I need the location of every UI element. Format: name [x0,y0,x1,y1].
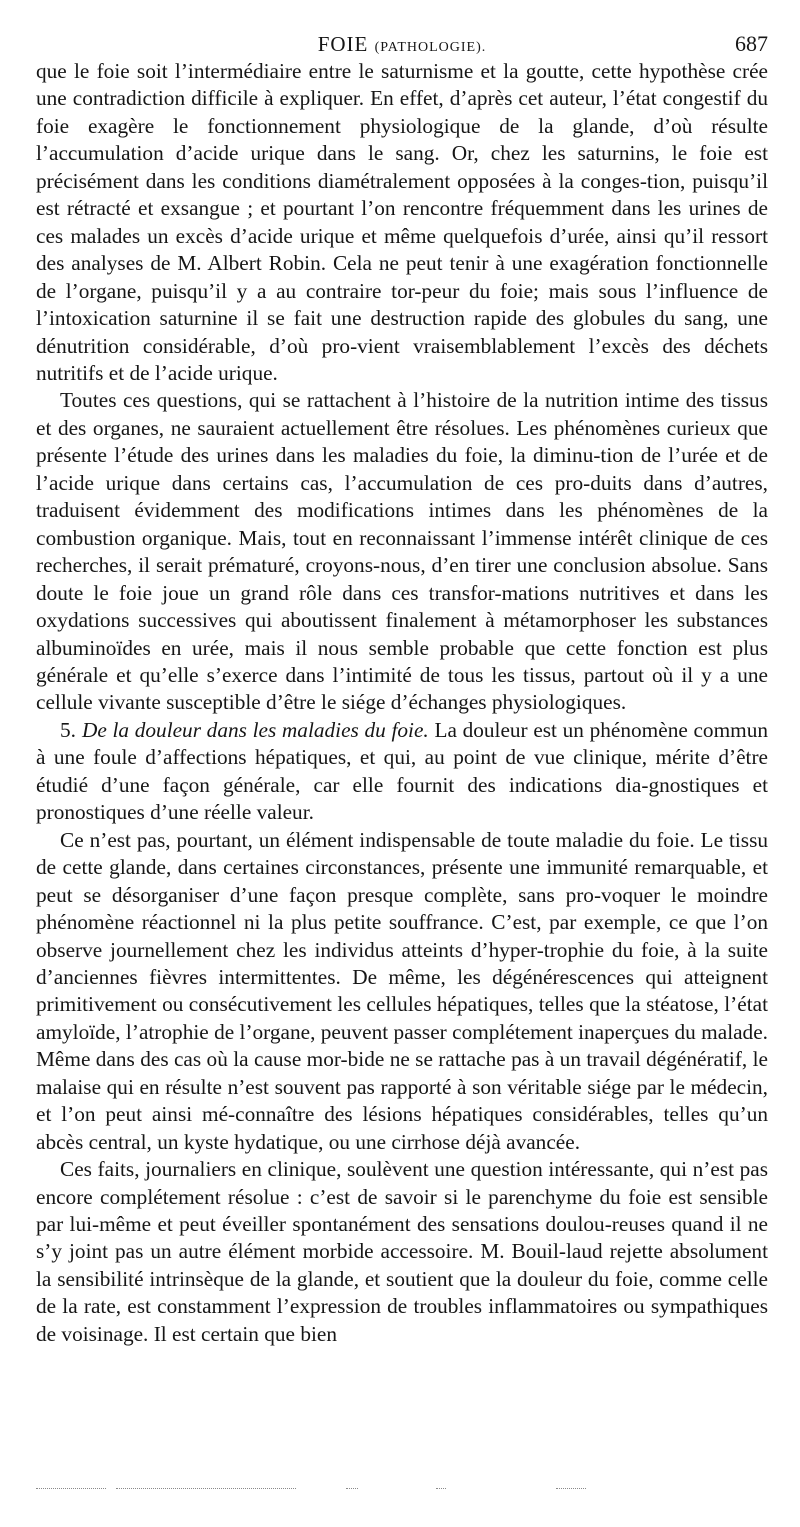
section-title: De la douleur dans les maladies du foie. [81,717,429,742]
paragraph-4: Ce n’est pas, pourtant, un élément indispensable de toute maladie du foie. Le tissu de cette glande, dans certaines circonstances, présente une immunité remarquable, et peut se désorganiser d’une façon presque complète, sans pro-voquer le moindre phénomène réactionnel ni la plus petite souffrance. C’est, par exemple, ce que l’on observe journellement chez les individus atteints d’hyper-trophie du foie, à la suite d’anciennes fièvres intermittentes. De même, les dégénérescences qui atteignent primitivement ou consécutivement les cellules hépatiques, telles que la stéatose, l’état amyloïde, l’atrophie de l’organe, peuvent passer complétement inaperçues du malade. Même dans des cas où la cause mor-bide ne se rattache pas à un travail dégénératif, le malaise qui en résulte n’est souvent pas rapporté à son véritable siége par le médecin, et l’on peut ainsi mé-connaître des lésions hépatiques considérables, telles qu’un abcès central, un kyste hydatique, ou une cirrhose déjà avancée. [36,827,768,1154]
footer-dots-5 [556,1488,586,1490]
paragraph-1: que le foie soit l’intermédiaire entre le saturnisme et la goutte, cette hypothèse crée une contradiction difficile à expliquer. En effet, d’après cet auteur, l’état congestif du foie exagère le fonctionnement physiologique de la glande, d’où résulte l’accumulation d’acide urique dans le sang. Or, chez les saturnins, le foie est précisément dans les conditions diamétralement opposées à la conges-tion, puisqu’il est rétracté et exsangue ; et pourtant l’on rencontre fréquemment dans les urines de ces malades un excès d’acide urique et même quelquefois d’urée, ainsi qu’il ressort des analyses de M. Albert Robin. Cela ne peut tenir à une exagération fonctionnelle de l’organe, puisqu’il y a au contraire tor-peur du foie; mais sous l’influence de l’intoxication saturnine il se fait une destruction rapide des globules du sang, une dénutrition considérable, d’où pro-vient vraisemblablement l’excès des déchets nutritifs et de l’acide urique. [36,59,768,385]
footer-dots-2 [116,1488,296,1490]
footer-dots-4 [436,1488,446,1490]
running-title-subtitle: (PATHOLOGIE). [374,40,487,55]
footer-dots-1 [36,1488,106,1490]
running-head [36,30,768,58]
page-number: 687 [735,31,768,56]
paragraph-5: Ces faits, journaliers en clinique, soulèvent une question intéressante, qui n’est pas encore complétement résolue : c’est de savoir si le parenchyme du foie est sensible par lui-même et peut éveiller spontanément des sensations doulou-reuses quand il ne s’y joint pas un autre élément morbide accessoire. M. Bouil-laud rejette absolument la sensibilité intrinsèque de la glande, et soutient que la douleur du foie, comme celle de la rate, est constamment l’expression de troubles inflammatoires ou sympathiques de voisinage. Il est certain que bien [36,1157,768,1346]
footer-scan-artifact [36,1488,596,1492]
section-5-paragraph [36,717,768,827]
body-text [36,58,768,1348]
section-text: La douleur est un phénomène commun à une foule d’affections hépatiques, et qui, au point de vue clinique, mérite d’être étudié d’une façon générale, car elle fournit des indications dia-gnostiques et pronostiques d’une réelle valeur. [36,717,769,825]
running-title-main: FOIE [317,32,369,56]
section-number: 5. [60,717,76,742]
footer-dots-3 [346,1488,358,1490]
paragraph-2: Toutes ces questions, qui se rattachent à l’histoire de la nutrition intime des tissus et des organes, ne sauraient actuellement être résolues. Les phénomènes curieux que présente l’étude des urines dans les maladies du foie, la diminu-tion de l’urée et de l’acide urique dans certains cas, l’accumulation de ces pro-duits dans d’autres, traduisent évidemment des modifications intimes dans les phénomènes de la combustion organique. Mais, tout en reconnaissant l’immense intérêt clinique de ces recherches, il serait prématuré, croyons-nous, d’en tirer une conclusion absolue. Sans doute le foie joue un grand rôle dans ces transfor-mations nutritives et dans les oxydations successives qui aboutissent finalement à métamorphoser les substances albuminoïdes en urée, mais il nous semble probable que cette fonction est plus générale et qu’elle s’exerce dans l’intimité de tous les tissus, partout où il y a une cellule vivante susceptible d’être le siége d’échanges physiologiques. [36,388,768,715]
